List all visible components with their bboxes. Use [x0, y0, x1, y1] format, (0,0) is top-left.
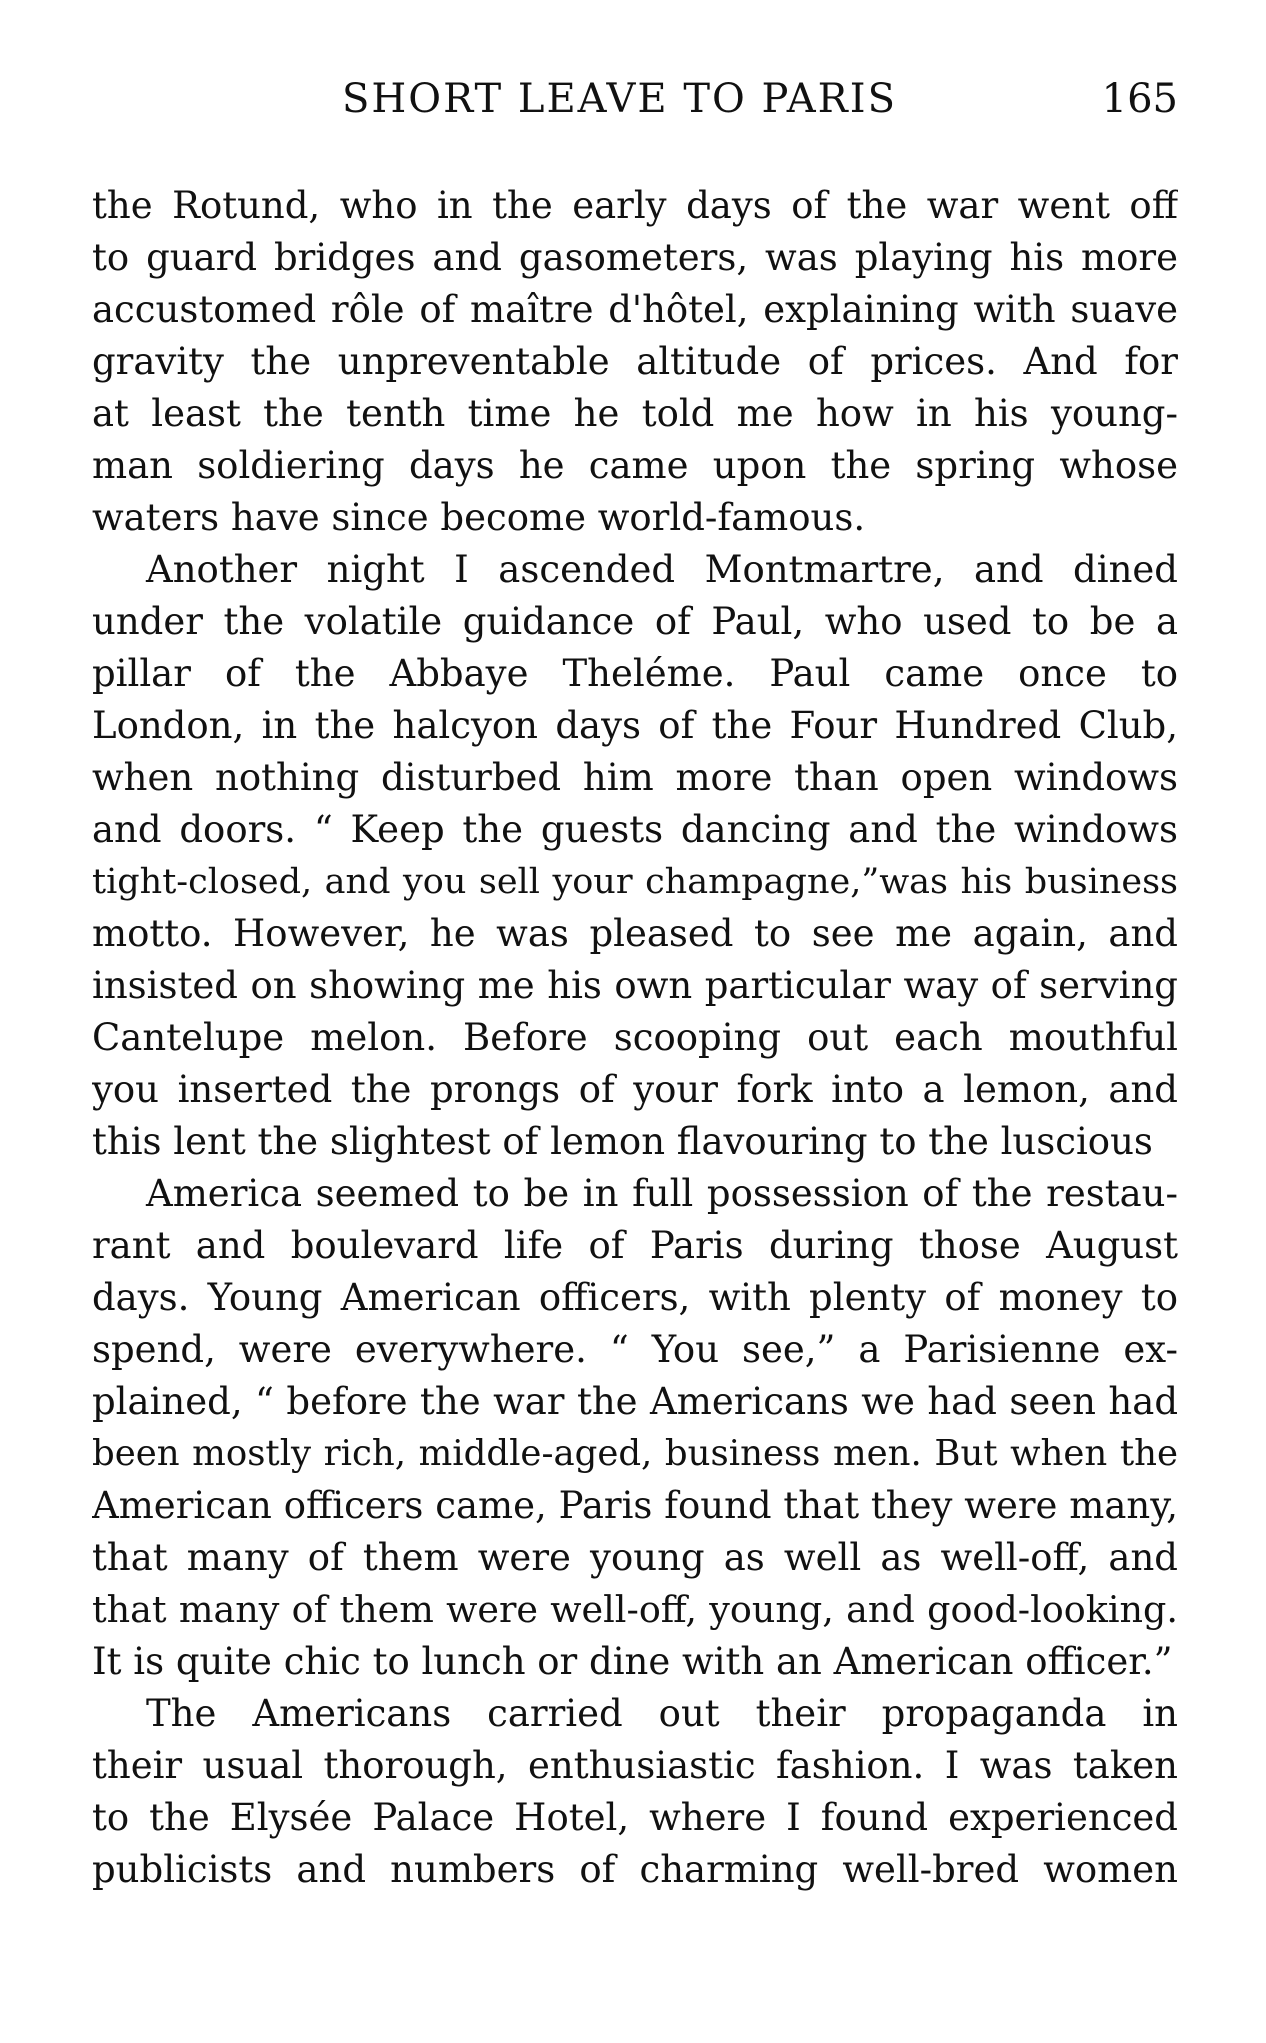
- text-line: man soldiering days he came upon the spring whose: [92, 444, 1178, 487]
- text-line: that many of them were young as well as well-off, and: [92, 1536, 1178, 1579]
- text-line: Another night I ascended Montmartre, and dined: [146, 548, 1178, 591]
- text-line: Cantelupe melon. Before scooping out each mouthful: [92, 1016, 1178, 1059]
- running-head: SHORT LEAVE TO PARIS: [342, 76, 897, 122]
- text-line: It is quite chic to lunch or dine with an American officer.”: [92, 1640, 1173, 1683]
- text-line: to the Elysée Palace Hotel, where I found experienced: [92, 1796, 1178, 1839]
- text-line: American officers came, Paris found that they were many,: [92, 1484, 1178, 1527]
- text-line: under the volatile guidance of Paul, who used to be a: [92, 600, 1178, 643]
- text-line: America seemed to be in full possession of the restau-: [146, 1172, 1178, 1215]
- text-line: been mostly rich, middle-aged, business men. But when the: [92, 1433, 1178, 1474]
- text-line: waters have since become world-famous.: [92, 496, 866, 539]
- text-line: insisted on showing me his own particular way of serving: [92, 964, 1178, 1007]
- text-line: pillar of the Abbaye Theléme. Paul came once to: [92, 652, 1178, 695]
- page-header: [92, 76, 1178, 136]
- text-line: the Rotund, who in the early days of the war went off: [92, 184, 1178, 227]
- text-line: that many of them were well-off, young, and good-looking.: [92, 1588, 1178, 1631]
- text-line: their usual thorough, enthusiastic fashion. I was taken: [92, 1744, 1178, 1787]
- text-line: The Americans carried out their propaganda in: [146, 1692, 1178, 1735]
- paragraph: [92, 1688, 1178, 1896]
- text-line: gravity the unpreventable altitude of prices. And for: [92, 340, 1178, 383]
- text-line: rant and boulevard life of Paris during those August: [92, 1224, 1178, 1267]
- text-line: at least the tenth time he told me how in his young-: [92, 392, 1178, 435]
- page-number: 165: [1101, 76, 1178, 122]
- text-line: when nothing disturbed him more than open windows: [92, 756, 1178, 799]
- text-line: and doors. “ Keep the guests dancing and the windows: [92, 808, 1178, 851]
- text-line: spend, were everywhere. “ You see,” a Parisienne ex-: [92, 1328, 1178, 1371]
- text-line: motto. However, he was pleased to see me again, and: [92, 912, 1178, 955]
- text-line: plained, “ before the war the Americans we had seen had: [92, 1380, 1178, 1423]
- text-line: you inserted the prongs of your fork into a lemon, and: [92, 1068, 1178, 1111]
- text-line: publicists and numbers of charming well-bred women: [92, 1848, 1178, 1891]
- text-line: days. Young American officers, with plenty of money to: [92, 1276, 1178, 1319]
- paragraph: [92, 1168, 1178, 1688]
- text-line: this lent the slightest of lemon flavouring to the luscious: [92, 1120, 1153, 1163]
- paragraph: [92, 544, 1178, 1168]
- text-line: London, in the halcyon days of the Four Hundred Club,: [92, 704, 1178, 747]
- body-text: [92, 180, 1178, 1896]
- text-line: tight-closed, and you sell your champagne,”was his business: [92, 862, 1178, 902]
- text-line: to guard bridges and gasometers, was playing his more: [92, 236, 1178, 279]
- text-line: accustomed rôle of maître d'hôtel, explaining with suave: [92, 288, 1178, 331]
- paragraph: [92, 180, 1178, 544]
